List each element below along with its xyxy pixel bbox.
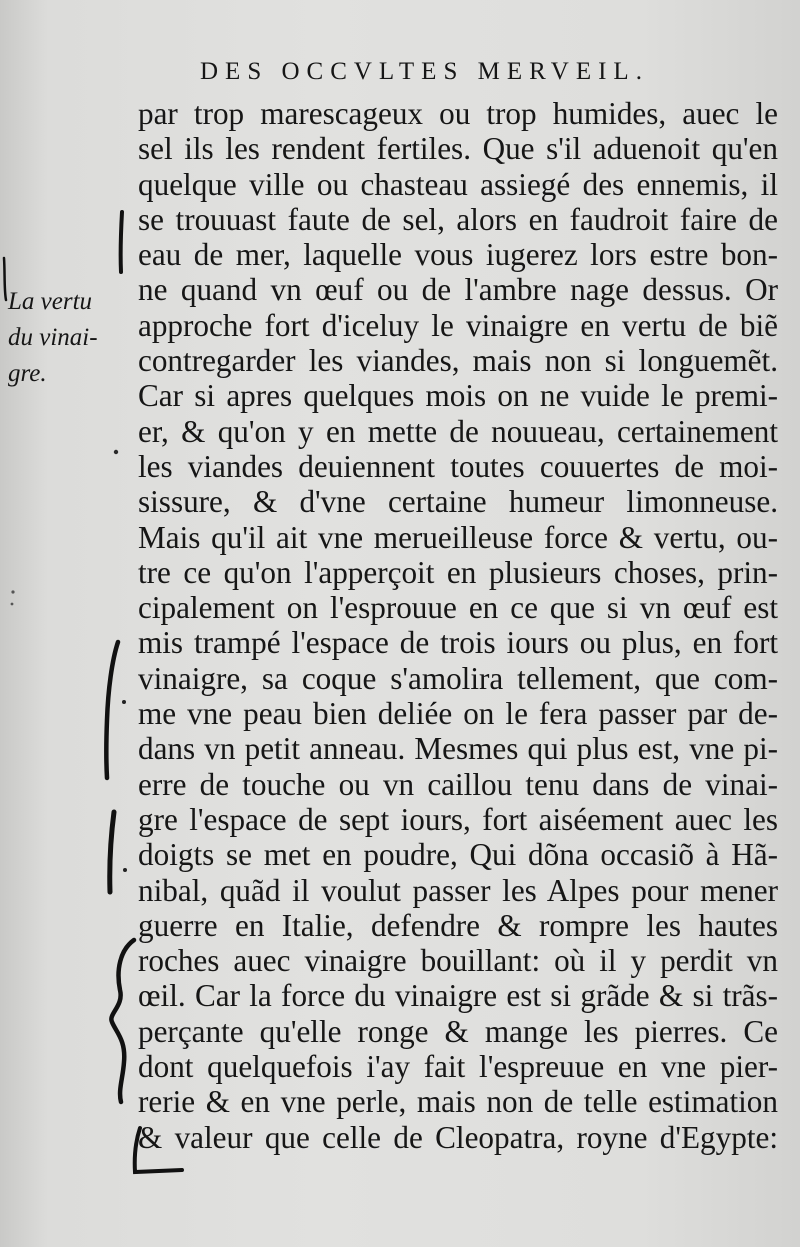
text-line: doigts se met en poudre, Qui dõna occasiõ à Hã- bbox=[138, 837, 778, 873]
text-line: dont quelquefois i'ay fait l'espreuue en vne pier- bbox=[138, 1049, 778, 1085]
text-line: œil. Car la force du vinaigre est si grãde & si trãs- bbox=[138, 978, 778, 1014]
text-line: dans vn petit anneau. Mesmes qui plus est, vne pi- bbox=[138, 731, 778, 767]
margin-bracket bbox=[4, 258, 6, 300]
text-line: quelque ville ou chasteau assiegé des ennemis, il bbox=[138, 166, 778, 202]
margin-brace bbox=[111, 940, 134, 1102]
text-line: sissure, & d'vne certaine humeur limonneuse. bbox=[138, 484, 778, 520]
text-line: par trop marescageux ou trop humides, auec le bbox=[138, 96, 778, 131]
text-line: eau de mer, laquelle vous iugerez lors estre bon- bbox=[138, 237, 778, 273]
text-line: er, & qu'on y en mette de nouueau, certainement bbox=[138, 413, 778, 449]
text-line: ne quand vn œuf ou de l'ambre nage dessus. Or bbox=[138, 272, 778, 308]
margin-note-line: du vinai- bbox=[8, 324, 98, 351]
text-line: Mais qu'il ait vne merueilleuse force & vertu, ou- bbox=[138, 519, 778, 555]
text-line: perçante qu'elle ronge & mange les pierres. Ce bbox=[138, 1013, 778, 1049]
text-line: tre ce qu'on l'apperçoit en plusieurs choses, prin- bbox=[138, 554, 778, 590]
ink-speck bbox=[122, 700, 126, 704]
text-line: guerre en Italie, defendre & rompre les hautes bbox=[138, 907, 778, 943]
text-line: me vne peau bien deliée on le fera passer par de- bbox=[138, 696, 778, 732]
margin-bracket bbox=[110, 812, 114, 892]
text-line: approche fort d'iceluy le vinaigre en vertu de biẽ bbox=[138, 307, 778, 343]
text-line: gre l'espace de sept iours, fort aiséement auec les bbox=[138, 801, 778, 837]
margin-bracket bbox=[121, 212, 122, 272]
text-line: vinaigre, sa coque s'amolira tellement, que com- bbox=[138, 660, 778, 696]
text-line: & valeur que celle de Cleopatra, royne d'Egypte: bbox=[138, 1119, 778, 1155]
text-line: les viandes deuiennent toutes couuertes de moi- bbox=[138, 448, 778, 484]
margin-bracket bbox=[106, 642, 118, 778]
text-line: nibal, quãd il voulut passer les Alpes pour mener bbox=[138, 872, 778, 908]
running-head: DES OCCVLTES MERVEIL. bbox=[200, 58, 649, 85]
ink-speck bbox=[123, 868, 127, 872]
text-line: mis trampé l'espace de trois iours ou plus, en fort bbox=[138, 625, 778, 661]
text-line: sel ils les rendent fertiles. Que s'il aduenoit qu'en bbox=[138, 131, 778, 167]
text-line: erre de touche ou vn caillou tenu dans de vinai- bbox=[138, 766, 778, 802]
text-line: se trouuast faute de sel, alors en faudroit faire de bbox=[138, 201, 778, 237]
margin-note bbox=[8, 284, 134, 392]
text-line: roches auec vinaigre bouillant: où il y perdit vn bbox=[138, 943, 778, 979]
margin-note-line: La vertu bbox=[8, 288, 93, 315]
margin-note-line: gre. bbox=[8, 360, 47, 387]
ink-speck bbox=[11, 603, 14, 606]
text-line: contregarder les viandes, mais non si longuemẽt. bbox=[138, 343, 778, 379]
text-line: rerie & en vne perle, mais non de telle estimation bbox=[138, 1084, 778, 1120]
ink-speck bbox=[114, 450, 118, 454]
text-line: Car si apres quelques mois on ne vuide le premi- bbox=[138, 378, 778, 414]
ink-speck bbox=[11, 590, 14, 593]
body-text bbox=[138, 96, 778, 1155]
text-line: cipalement on l'esprouue en ce que si vn œuf est bbox=[138, 590, 778, 626]
